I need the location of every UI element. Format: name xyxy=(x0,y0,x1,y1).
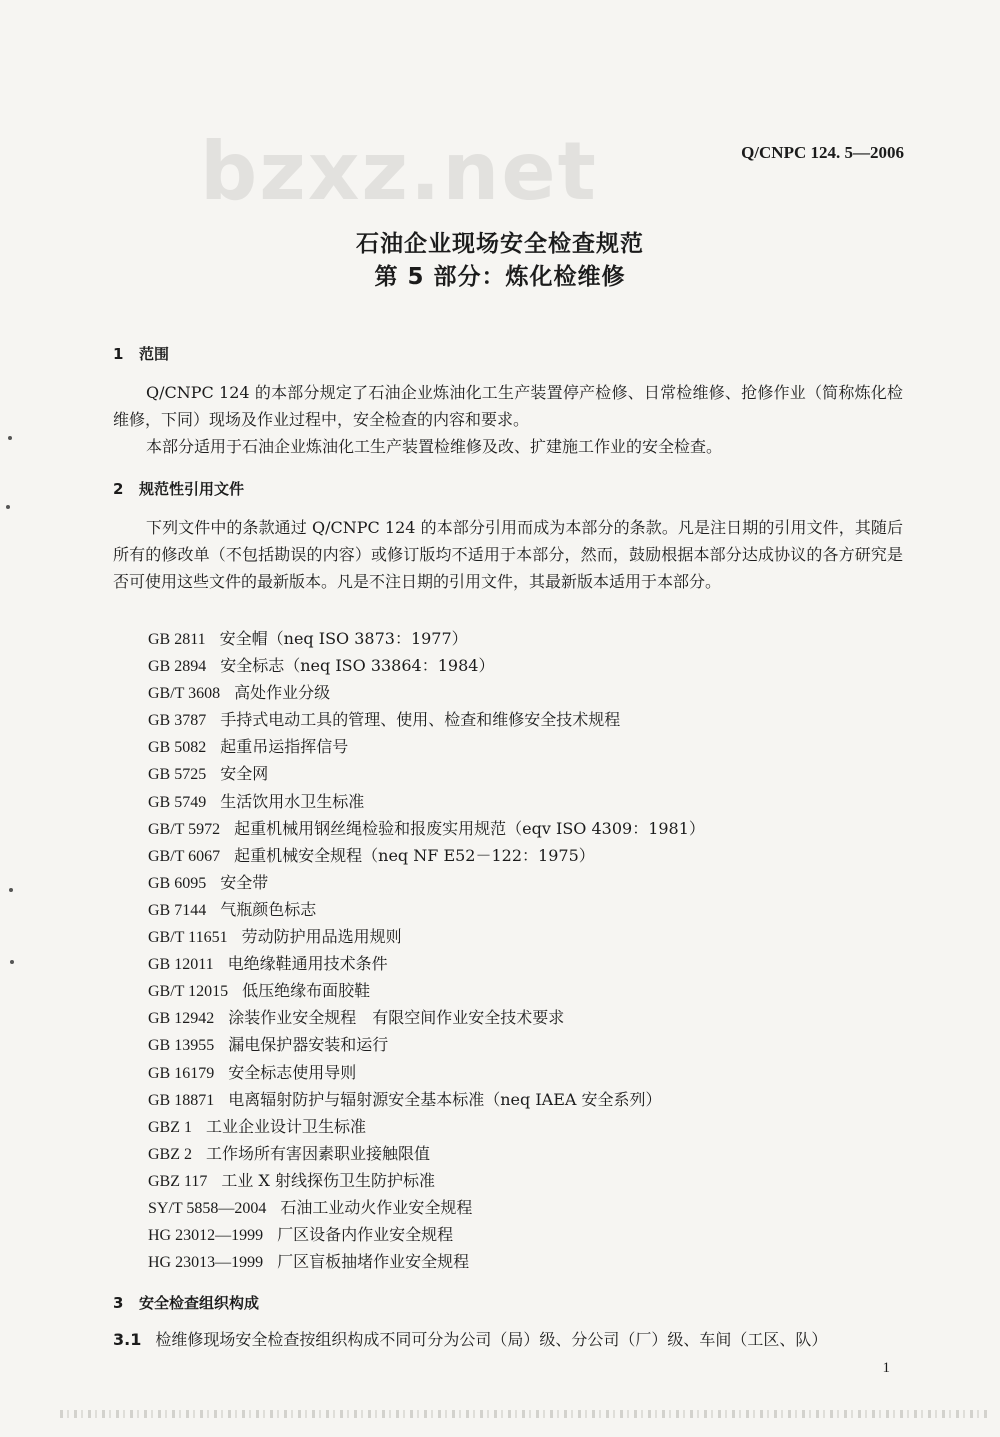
section-number: 1 xyxy=(113,345,124,363)
section-number: 2 xyxy=(113,480,124,498)
watermark: bzxz.net xyxy=(200,125,598,218)
reference-item xyxy=(148,869,705,896)
scope-paragraph-2: 本部分适用于石油企业炼油化工生产装置检维修及改、扩建施工作业的安全检查。 xyxy=(146,437,723,456)
reference-item xyxy=(148,1059,705,1086)
document-code: Q/CNPC 124. 5—2006 xyxy=(741,143,904,162)
reference-title: 电离辐射防护与辐射源安全基本标准（neq IAEA 安全系列） xyxy=(228,1089,662,1109)
margin-speck xyxy=(8,436,12,440)
page-number: 1 xyxy=(882,1360,890,1376)
reference-code: GB 18871 xyxy=(148,1091,215,1109)
clause-3-1 xyxy=(113,1326,903,1353)
clause-number: 3.1 xyxy=(113,1330,142,1349)
document-subtitle: 第 5 部分：炼化检维修 xyxy=(374,264,626,290)
reference-item xyxy=(148,706,705,733)
reference-item xyxy=(148,1113,705,1140)
scan-edge-noise xyxy=(60,1410,990,1418)
section-number: 3 xyxy=(113,1294,124,1312)
reference-item xyxy=(148,950,705,977)
reference-item xyxy=(148,1004,705,1031)
reference-code: GBZ 2 xyxy=(148,1145,192,1163)
references-intro-paragraph: 下列文件中的条款通过 Q/CNPC 124 的本部分引用而成为本部分的条款。凡是注日期的引用文件，其随后所有的修改单（不包括勘误的内容）或修订版均不适用于本部分，然而，鼓励根据本部分达成协议的各方研究是否可使用这些文件的最新版本。凡是不注日期的引用文件，其最新版本适用于本部分。 xyxy=(113,518,903,591)
reference-code: HG 23013—1999 xyxy=(148,1254,264,1272)
reference-code: GB 5749 xyxy=(148,793,207,811)
reference-item xyxy=(148,652,705,679)
reference-code: GBZ 117 xyxy=(148,1172,208,1190)
reference-item xyxy=(148,923,705,950)
reference-item xyxy=(148,760,705,787)
reference-title: 工业 X 射线探伤卫生防护标准 xyxy=(221,1170,435,1190)
reference-title: 安全标志（neq ISO 33864：1984） xyxy=(220,656,495,676)
reference-title: 工业企业设计卫生标准 xyxy=(206,1116,367,1136)
reference-code: GB/T 3608 xyxy=(148,685,221,703)
reference-code: GB/T 11651 xyxy=(148,929,228,947)
reference-code: GB 5082 xyxy=(148,739,207,757)
reference-list xyxy=(148,625,705,1275)
reference-item xyxy=(148,733,705,760)
reference-code: GBZ 1 xyxy=(148,1118,192,1136)
reference-title: 安全标志使用导则 xyxy=(228,1062,357,1082)
reference-title: 低压绝缘布面胶鞋 xyxy=(242,981,371,1001)
reference-code: GB/T 6067 xyxy=(148,847,221,865)
reference-title: 电绝缘鞋通用技术条件 xyxy=(227,954,388,974)
reference-code: GB/T 12015 xyxy=(148,983,229,1001)
reference-title: 高处作业分级 xyxy=(234,683,331,703)
reference-code: GB 6095 xyxy=(148,874,207,892)
reference-item xyxy=(148,1086,705,1113)
section-heading-scope xyxy=(113,343,169,364)
reference-item xyxy=(148,1221,705,1248)
clause-text: 检维修现场安全检查按组织构成不同可分为公司（局）级、分公司（厂）级、车间（工区、队） xyxy=(155,1330,828,1349)
reference-code: GB 7144 xyxy=(148,901,207,919)
section-title: 安全检查组织构成 xyxy=(139,1294,260,1312)
reference-code: GB 5725 xyxy=(148,766,207,784)
reference-title: 涂装作业安全规程 有限空间作业安全技术要求 xyxy=(228,1008,565,1028)
reference-item xyxy=(148,788,705,815)
reference-item xyxy=(148,977,705,1004)
reference-item xyxy=(148,1167,705,1194)
margin-speck xyxy=(6,505,10,509)
reference-item xyxy=(148,896,705,923)
reference-item xyxy=(148,1031,705,1058)
reference-title: 安全帽（neq ISO 3873：1977） xyxy=(219,629,468,648)
reference-item xyxy=(148,625,705,652)
reference-title: 手持式电动工具的管理、使用、检查和维修安全技术规程 xyxy=(220,710,621,730)
reference-title: 漏电保护器安装和运行 xyxy=(228,1035,389,1055)
reference-title: 安全带 xyxy=(220,872,269,892)
reference-title: 安全网 xyxy=(220,764,269,784)
reference-title: 工作场所有害因素职业接触限值 xyxy=(206,1143,431,1163)
reference-item xyxy=(148,1194,705,1221)
reference-code: SY/T 5858—2004 xyxy=(148,1199,267,1217)
margin-speck xyxy=(9,888,13,892)
reference-code: HG 23012—1999 xyxy=(148,1227,264,1245)
reference-code: GB 2811 xyxy=(148,631,206,648)
reference-title: 厂区盲板抽堵作业安全规程 xyxy=(277,1252,470,1272)
reference-title: 起重机械安全规程（neq NF E52－122：1975） xyxy=(234,845,595,865)
reference-code: GB 12011 xyxy=(148,956,214,974)
reference-item xyxy=(148,1248,705,1275)
reference-item xyxy=(148,679,705,706)
reference-item xyxy=(148,1140,705,1167)
reference-title: 气瓶颜色标志 xyxy=(220,899,317,919)
section-heading-normative-references xyxy=(113,478,244,499)
reference-title: 生活饮用水卫生标准 xyxy=(220,791,365,811)
section-title: 规范性引用文件 xyxy=(139,480,245,498)
document-title: 石油企业现场安全检查规范 xyxy=(356,231,644,257)
reference-code: GB 2894 xyxy=(148,658,207,676)
reference-code: GB 12942 xyxy=(148,1010,215,1028)
section-heading-inspection-organization xyxy=(113,1292,259,1313)
reference-title: 厂区设备内作业安全规程 xyxy=(277,1225,454,1245)
reference-title: 石油工业动火作业安全规程 xyxy=(280,1197,473,1217)
reference-item xyxy=(148,842,705,869)
reference-code: GB/T 5972 xyxy=(148,820,221,838)
section-title: 范围 xyxy=(139,345,170,363)
reference-title: 劳动防护用品选用规则 xyxy=(241,927,402,947)
reference-code: GB 13955 xyxy=(148,1037,215,1055)
reference-code: GB 16179 xyxy=(148,1064,215,1082)
reference-code: GB 3787 xyxy=(148,712,207,730)
scope-paragraph-1: Q/CNPC 124 的本部分规定了石油企业炼油化工生产装置停产检修、日常检维修、抢修作业（简称炼化检维修，下同）现场及作业过程中，安全检查的内容和要求。 xyxy=(113,383,903,429)
reference-title: 起重吊运指挥信号 xyxy=(220,737,349,757)
margin-speck xyxy=(10,960,14,964)
reference-item xyxy=(148,815,705,842)
reference-title: 起重机械用钢丝绳检验和报废实用规范（eqv ISO 4309：1981） xyxy=(234,818,705,838)
